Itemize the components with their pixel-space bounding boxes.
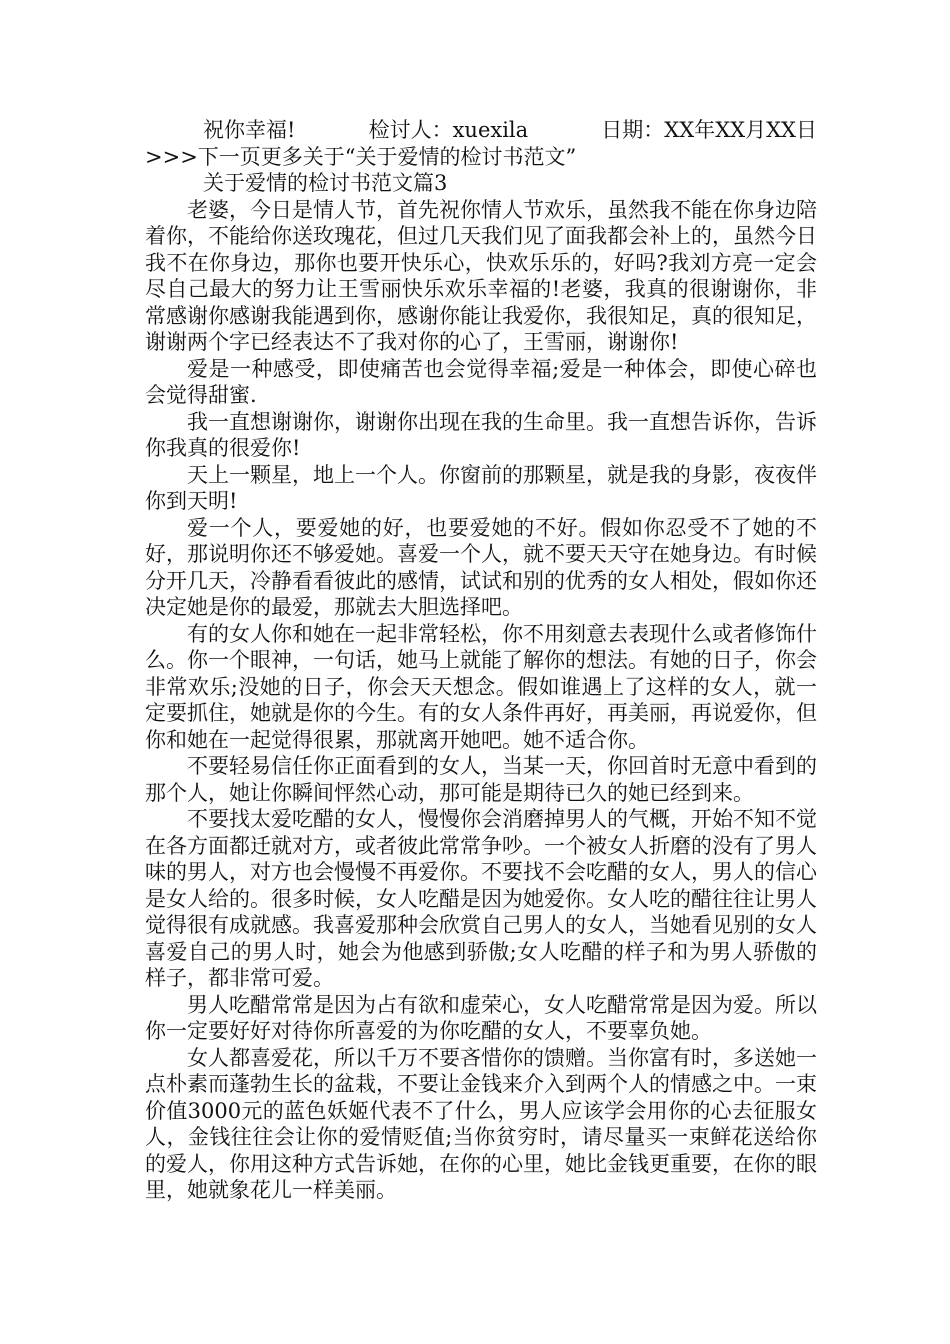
document-date: 日期：XX年XX月XX日 xyxy=(601,118,817,142)
paragraph: 不要轻易信任你正面看到的女人，当某一天，你回首时无意中看到的那个人，她让你瞬间怦然心动，那可能是期待已久的她已经到来。 xyxy=(145,754,817,805)
paragraph: 女人都喜爱花，所以千万不要吝惜你的馈赠。当你富有时，多送她一点朴素而蓬勃生长的盆栽，不要让金钱来介入到两个人的情感之中。一束价值3000元的蓝色妖姬代表不了什么，男人应该学会用你的心去征服女人，金钱往往会让你的爱情贬值;当你贫穷时，请尽量买一束鲜花送给你的爱人，你用这种方式告诉她，在你的心里，她比金钱更重要，在你的眼里，她就象花儿一样美丽。 xyxy=(145,1045,817,1202)
paragraph: 不要找太爱吃醋的女人，慢慢你会消磨掉男人的气概，开始不知不觉在各方面都迁就对方，或者彼此常常争吵。一个被女人折磨的没有了男人味的男人，对方也会慢慢不再爱你。不要找不会吃醋的女人，男人的信心是女人给的。很多时候，女人吃醋是因为她爱你。女人吃的醋往往让男人觉得很有成就感。我喜爱那种会欣赏自己男人的女人，当她看见别的女人喜爱自己的男人时，她会为他感到骄傲;女人吃醋的样子和为男人骄傲的样子，都非常可爱。 xyxy=(145,807,817,990)
closing-wish: 祝你幸福! xyxy=(203,118,296,142)
paragraph: 我一直想谢谢你，谢谢你出现在我的生命里。我一直想告诉你，告诉你我真的很爱你! xyxy=(145,409,817,460)
paragraph: 有的女人你和她在一起非常轻松，你不用刻意去表现什么或者修饰什么。你一个眼神，一句话，她马上就能了解你的想法。有她的日子，你会非常欢乐;没她的日子，你会天天想念。假如谁遇上了这样的女人，就一定要抓住，她就是你的今生。有的女人条件再好，再美丽，再说爱你，但你和她在一起觉得很累，那就离开她吧。她不适合你。 xyxy=(145,621,817,752)
paragraph: 天上一颗星，地上一个人。你窗前的那颗星，就是我的身影，夜夜伴你到天明! xyxy=(145,462,817,513)
document-page xyxy=(145,117,817,1204)
paragraph: 男人吃醋常常是因为占有欲和虚荣心，女人吃醋常常是因为爱。所以你一定要好好对待你所喜爱的为你吃醋的女人，不要辜负她。 xyxy=(145,992,817,1043)
paragraph: 老婆，今日是情人节，首先祝你情人节欢乐，虽然我不能在你身边陪着你，不能给你送玫瑰花，但过几天我们见了面我都会补上的，虽然今日我不在你身边，那你也要开快乐心，快欢乐乐的，好吗?我刘方亮一定会尽自己最大的努力让王雪丽快乐欢乐幸福的!老婆，我真的很谢谢你，非常感谢你感谢我能遇到你，感谢你能让我爱你，我很知足，真的很知足，谢谢两个字已经表达不了我对你的心了，王雪丽，谢谢你! xyxy=(145,197,817,354)
next-page-link[interactable]: >>>下一页更多关于“关于爱情的检讨书范文” xyxy=(145,144,577,169)
reviewer-name: 检讨人：xuexila xyxy=(368,118,529,142)
paragraph: 爱一个人，要爱她的好，也要爱她的不好。假如你忍受不了她的不好，那说明你还不够爱她。喜爱一个人，就不要天天守在她身边。有时候分开几天，冷静看看彼此的感情，试试和别的优秀的女人相处，假如你还决定她是你的最爱，那就去大胆选择吧。 xyxy=(145,515,817,619)
signature-line xyxy=(145,117,817,144)
paragraph: 爱是一种感受，即使痛苦也会觉得幸福;爱是一种体会，即使心碎也会觉得甜蜜. xyxy=(145,356,817,407)
section-title: 关于爱情的检讨书范文篇3 xyxy=(203,171,448,195)
